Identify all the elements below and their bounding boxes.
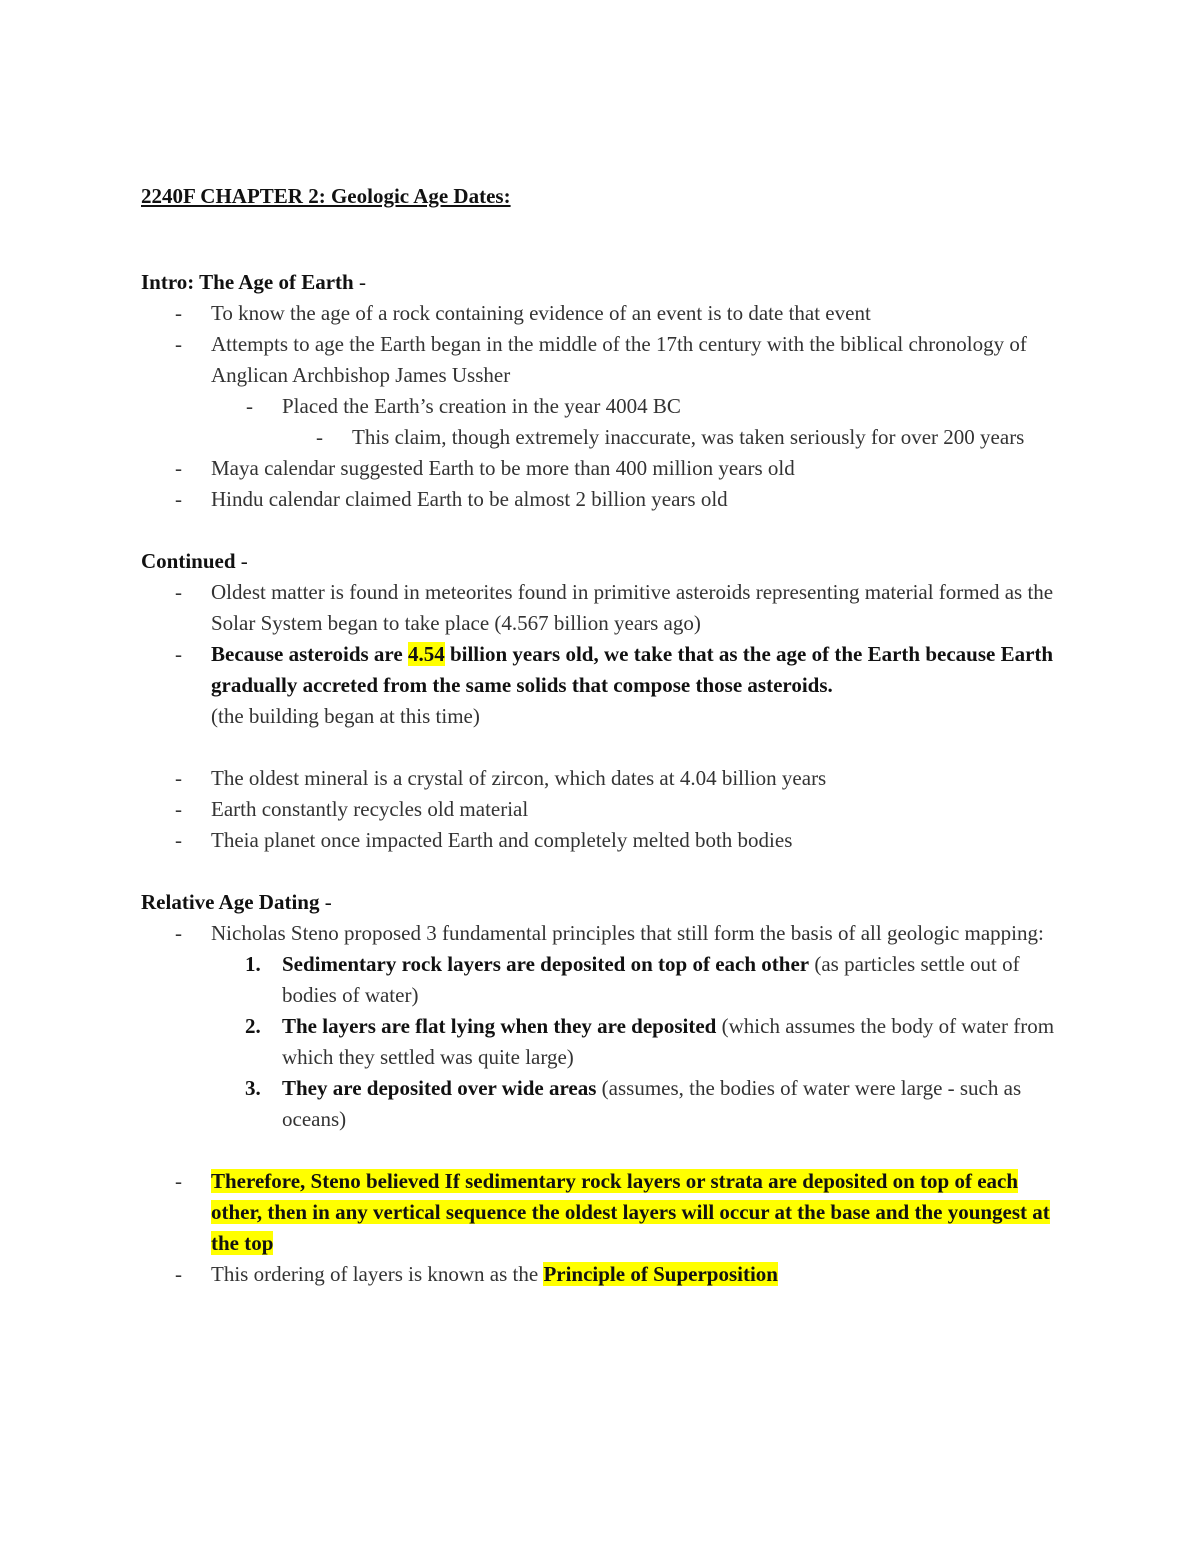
principle-note: (assumes, the bodies of water were large - such as oceans) (282, 1076, 1022, 1131)
list-item (175, 329, 1061, 391)
principle-note: (which assumes the body of water from which they settled was quite large) (282, 1014, 1055, 1069)
bullet-dash: - (175, 332, 182, 356)
principle-item (245, 1073, 1061, 1135)
document-body (141, 181, 1061, 1290)
bullet-dash: - (175, 1262, 182, 1286)
principle-bold-text: Sedimentary rock layers are deposited on top of each other (282, 952, 810, 976)
list-item-text: Hindu calendar claimed Earth to be almost 2 billion years old (211, 487, 728, 511)
list-item (175, 639, 1061, 732)
section-heading-text: Relative Age Dating (141, 890, 320, 914)
highlighted-conclusion: Therefore, Steno believed If sedimentary rock layers or strata are deposited on top of each other, then in any vertical sequence the oldest layers will occur at the base and the youngest at the top (211, 1169, 1050, 1255)
heading-dash: - (240, 549, 248, 573)
bullet-dash: - (175, 921, 182, 945)
bold-text: Because asteroids are (211, 642, 408, 666)
highlighted-principle: Principle of Superposition (543, 1262, 778, 1286)
principle-bold-text: The layers are flat lying when they are deposited (282, 1014, 717, 1038)
list-item (175, 1166, 1061, 1259)
spacer (141, 515, 1061, 546)
bullet-dash: - (246, 394, 253, 418)
principle-number: 2. (245, 1014, 261, 1038)
list-item-text: Earth constantly recycles old material (211, 797, 529, 821)
section-heading-text: Intro: The Age of Earth (141, 270, 354, 294)
list-item-text: Nicholas Steno proposed 3 fundamental principles that still form the basis of all geologic mapping: (211, 921, 1044, 945)
bullet-dash: - (175, 1169, 182, 1193)
list-item (175, 298, 1061, 329)
list-item (175, 794, 1061, 825)
bullet-dash: - (175, 797, 182, 821)
list-item (246, 391, 1061, 422)
list-item-text: This claim, though extremely inaccurate, was taken seriously for over 200 years (352, 425, 1025, 449)
section-heading-intro (141, 267, 1061, 298)
principle-number: 1. (245, 952, 261, 976)
list-item (316, 422, 1061, 453)
section-heading-relative (141, 887, 1061, 918)
principle-number: 3. (245, 1076, 261, 1100)
spacer (141, 1135, 1061, 1166)
principle-bold-text: They are deposited over wide areas (282, 1076, 597, 1100)
list-item (175, 577, 1061, 639)
bullet-dash: - (175, 580, 182, 604)
spacer (141, 856, 1061, 887)
bullet-dash: - (175, 828, 182, 852)
list-item-text: Attempts to age the Earth began in the middle of the 17th century with the biblical chronology of Anglican Archbishop James Ussher (211, 332, 1027, 387)
list-item-text: Maya calendar suggested Earth to be more than 400 million years old (211, 456, 795, 480)
list-item-text: This ordering of layers is known as the (211, 1262, 544, 1286)
heading-dash: - (358, 270, 366, 294)
list-item-text: To know the age of a rock containing evidence of an event is to date that event (211, 301, 871, 325)
principle-note: (as particles settle out of bodies of water) (282, 952, 1020, 1007)
bullet-dash: - (175, 642, 182, 666)
note-text: (the building began at this time) (211, 704, 480, 728)
list-item (175, 918, 1061, 949)
list-item-text: Theia planet once impacted Earth and completely melted both bodies (211, 828, 793, 852)
list-item-text: Oldest matter is found in meteorites found in primitive asteroids representing material formed as the Solar System began to take place (4.567 billion years ago) (211, 580, 1054, 635)
list-item-text: Placed the Earth’s creation in the year 4004 BC (282, 394, 681, 418)
section-heading-text: Continued (141, 549, 236, 573)
list-item (175, 484, 1061, 515)
bullet-dash: - (175, 456, 182, 480)
principle-item (245, 1011, 1061, 1073)
principle-item (245, 949, 1061, 1011)
list-item (175, 763, 1061, 794)
bullet-dash: - (175, 766, 182, 790)
list-item (175, 1259, 1061, 1290)
bullet-dash: - (175, 487, 182, 511)
bullet-dash: - (316, 425, 323, 449)
section-heading-continued (141, 546, 1061, 577)
list-item (175, 453, 1061, 484)
spacer (141, 732, 1061, 763)
heading-dash: - (324, 890, 332, 914)
highlighted-age: 4.54 (407, 642, 445, 666)
bold-text: billion years old, we take that as the age of the Earth because Earth gradually accreted from the same solids that compose those asteroids. (211, 642, 1054, 697)
list-item-text: The oldest mineral is a crystal of zircon, which dates at 4.04 billion years (211, 766, 827, 790)
bullet-dash: - (175, 301, 182, 325)
page-title: 2240F CHAPTER 2: Geologic Age Dates: (141, 184, 511, 208)
list-item (175, 825, 1061, 856)
